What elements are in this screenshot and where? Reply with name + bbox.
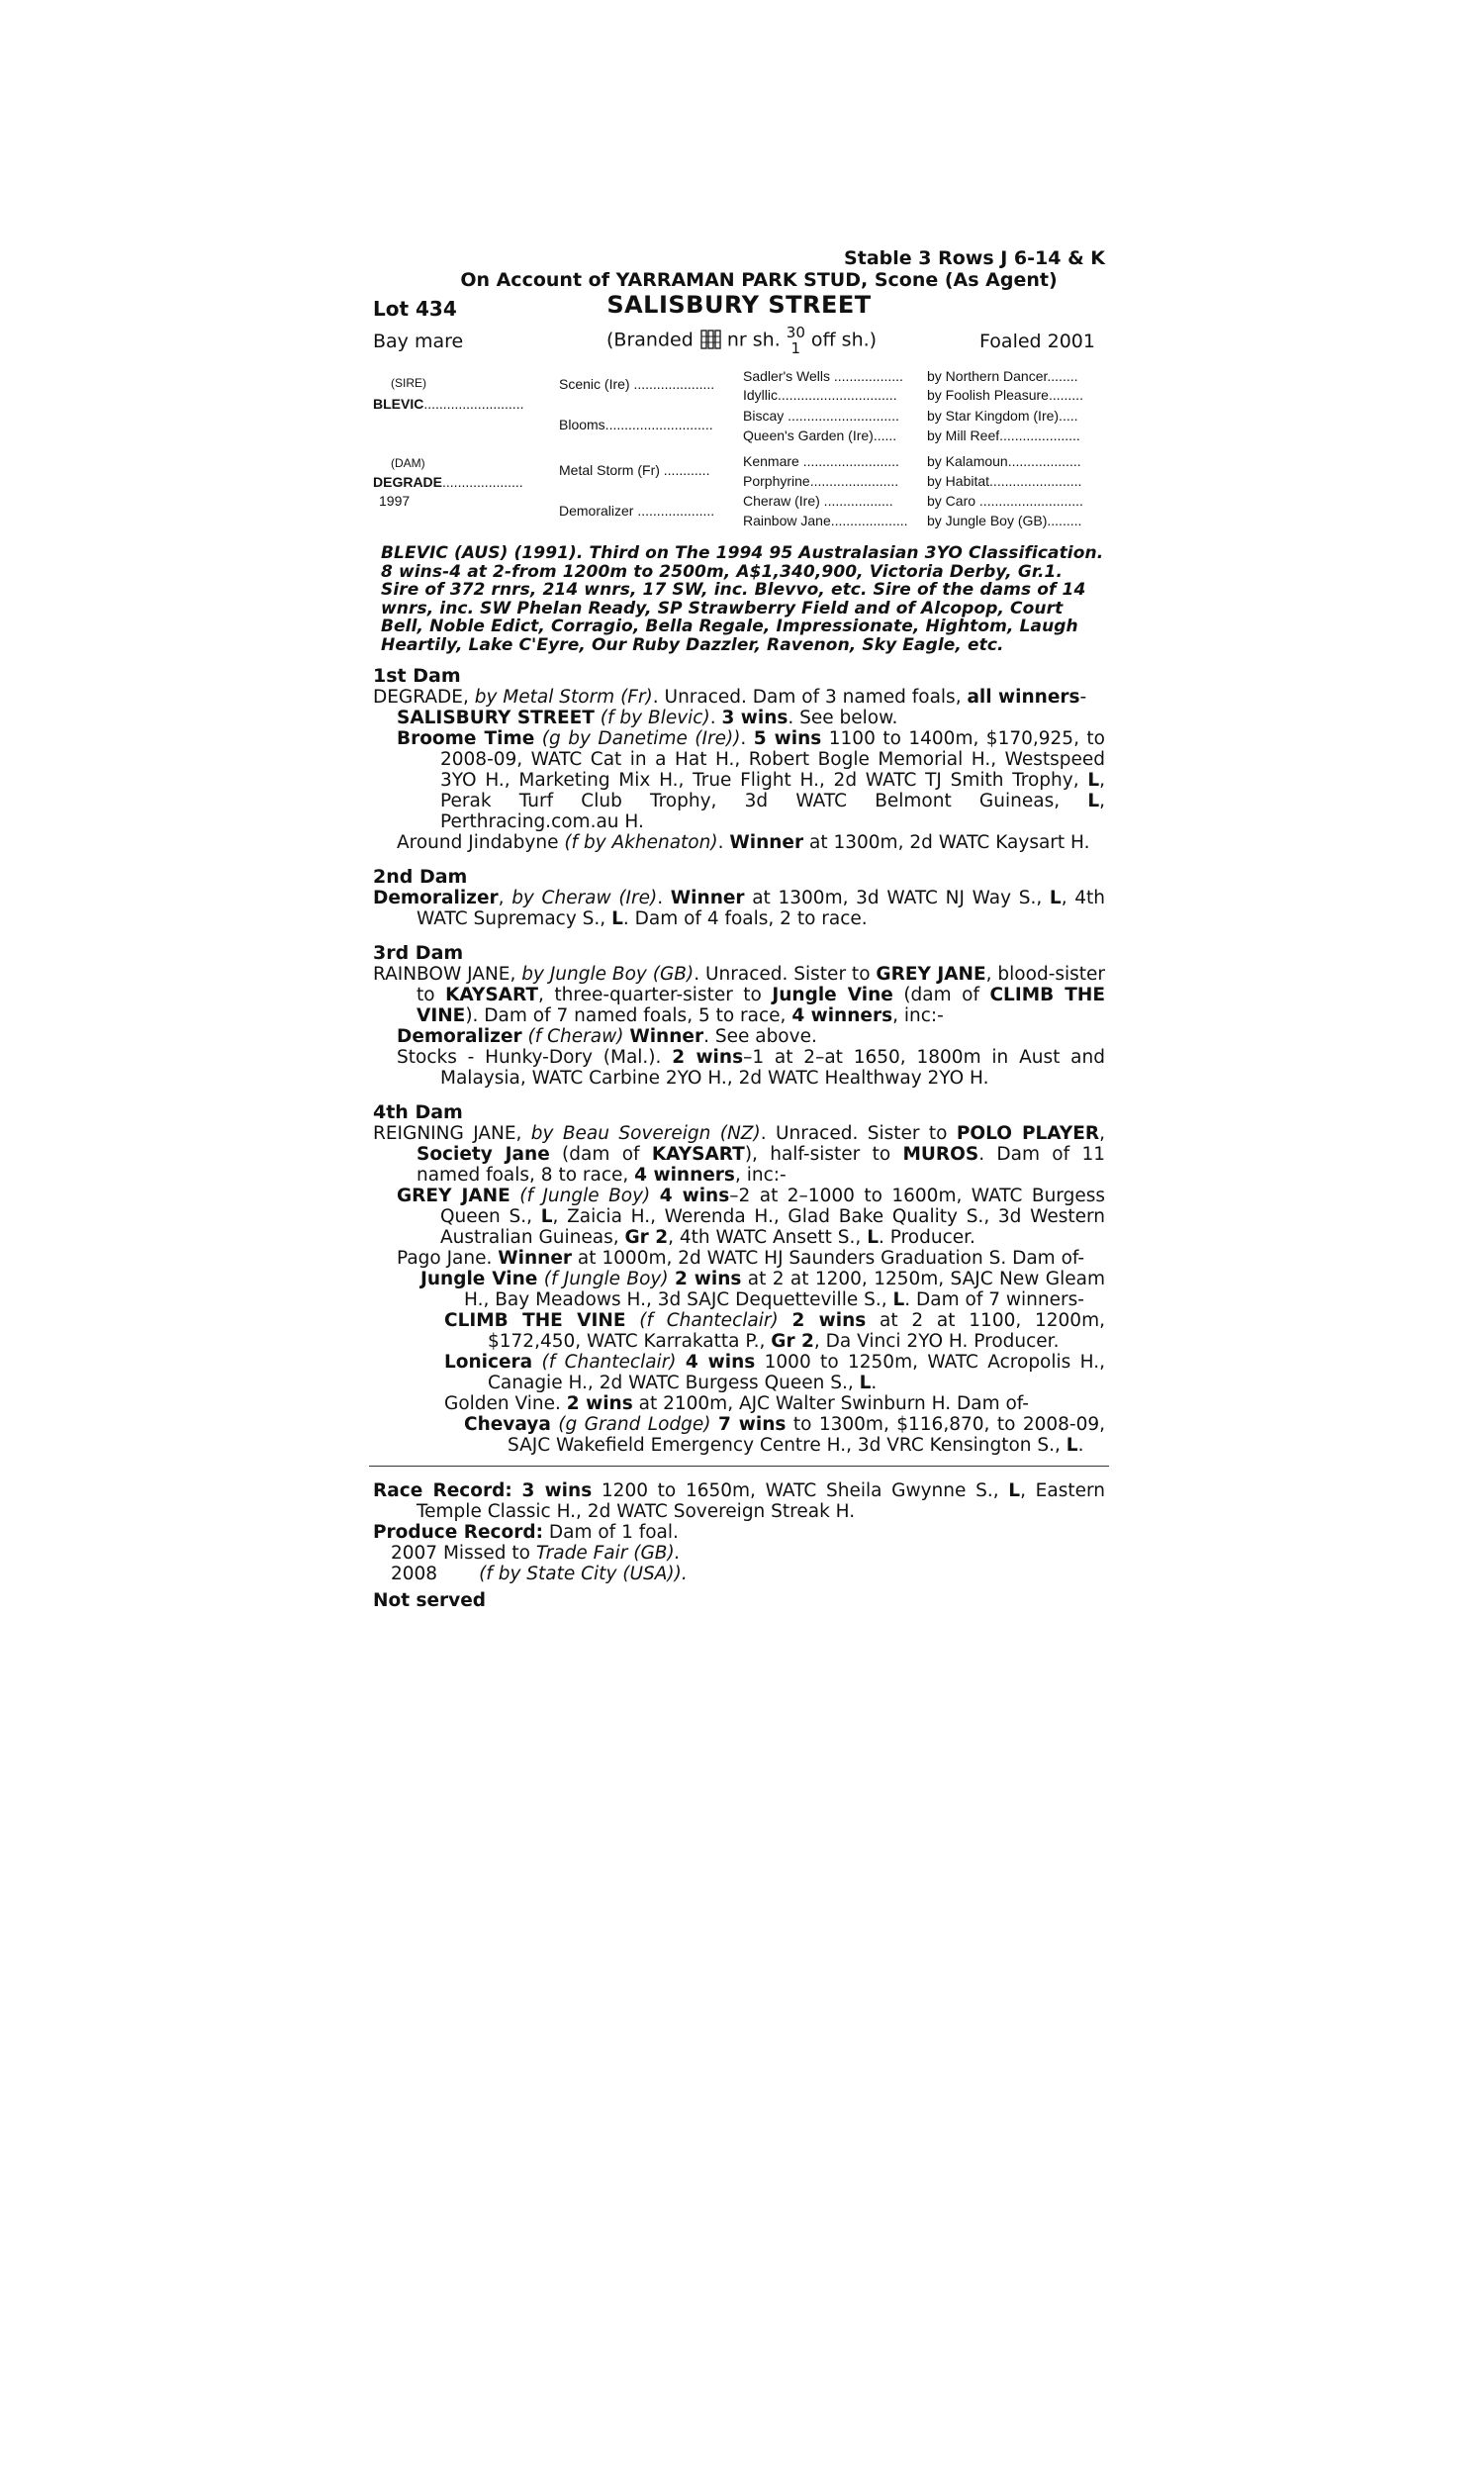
pedigree-gen3-6: Porphyrine....................... [743, 473, 899, 489]
dam-name: DEGRADE [373, 474, 443, 490]
sire-dots: .......................... [423, 396, 524, 412]
second-dam-entry: Demoralizer, by Cheraw (Ire). Winner at 1300m, 3d WATC NJ Way S., L, 4th WATC Supremacy S., L. Dam of 4 foals, 2 to race. [373, 888, 1105, 929]
brand-description [606, 325, 877, 356]
vendor-account: On Account of YARRAMAN PARK STUD, Scone (As Agent) [460, 269, 1058, 291]
pedigree-gen4-1: by Northern Dancer........ [927, 368, 1078, 384]
foal-entry-pago-jane: Pago Jane. Winner at 1000m, 2d WATC HJ Saunders Graduation S. Dam of- [397, 1248, 1085, 1269]
foal-entry-golden-vine: Golden Vine. 2 wins at 2100m, AJC Walter Swinburn H. Dam of- [444, 1393, 1029, 1414]
third-dam-heading: 3rd Dam [373, 942, 464, 964]
sire-summary: BLEVIC (AUS) (1991). Third on The 1994 95 Australasian 3YO Classification. 8 wins-4 at 2-from 1200m to 2500m, A$1,340,900, Victoria Derby, Gr.1. Sire of 372 rnrs, 214 wnrs, 17 SW, inc. Blevvo, etc. Sire of the dams of 14 wnrs, inc. SW Phelan Ready, SP Strawberry Field and of Alcopop, Court Bell, Noble Edict, Corragio, Bella Regale, Impressionate, Hightom, Laugh Heartily, Lake C'Eyre, Our Ruby Dazzler, Ravenon, Sky Eagle, etc. [381, 543, 1104, 655]
pedigree-gen2-2: Blooms............................ [559, 417, 713, 432]
lot-row [373, 291, 1105, 325]
foal-entry-chevaya: Chevaya (g Grand Lodge) 7 wins to 1300m, $116,870, to 2008-09, SAJC Wakefield Emergency Centre H., 3d VRC Kensington S., L. [464, 1414, 1105, 1456]
pedigree-gen4-5: by Kalamoun................... [927, 453, 1081, 469]
produce-2007: 2007 Missed to Trade Fair (GB). [391, 1543, 681, 1564]
pedigree-gen3-7: Cheraw (Ire) .................. [743, 493, 893, 509]
second-dam-heading: 2nd Dam [373, 866, 468, 888]
pedigree-gen4-7: by Caro ........................... [927, 493, 1083, 509]
dam-dots: ..................... [442, 474, 523, 490]
fourth-dam-entry: REIGNING JANE, by Beau Sovereign (NZ). Unraced. Sister to POLO PLAYER, Society Jane (dam of KAYSART), half-sister to MUROS. Dam of 11 named foals, 8 to race, 4 winners, inc:- [373, 1123, 1106, 1186]
race-record: Race Record: 3 wins 1200 to 1650m, WATC Sheila Gwynne S., L, Eastern Temple Classic H., 2d WATC Sovereign Streak H. [373, 1480, 1105, 1522]
pedigree-gen4-8: by Jungle Boy (GB)......... [927, 513, 1082, 528]
pedigree-gen3-4: Queen's Garden (Ire)...... [743, 428, 897, 443]
produce-2008: 2008 (f by State City (USA)). [391, 1564, 688, 1584]
dam-label: (DAM) [391, 456, 425, 470]
brand-off: off sh.) [810, 329, 878, 351]
produce-record: Produce Record: Dam of 1 foal. [373, 1522, 679, 1543]
foal-entry-climb-the-vine: CLIMB THE VINE (f Chanteclair) 2 wins at 2 at 1100, 1200m, $172,450, WATC Karrakatta P., Gr 2, Da Vinci 2YO H. Producer. [444, 1310, 1105, 1352]
pedigree-gen3-1: Sadler's Wells .................. [743, 368, 903, 384]
brand-number [787, 325, 805, 356]
pedigree-gen3-5: Kenmare ......................... [743, 453, 899, 469]
foal-entry-lonicera: Lonicera (f Chanteclair) 4 wins 1000 to 1250m, WATC Acropolis H., Canagie H., 2d WATC Burgess Queen S., L. [444, 1352, 1105, 1393]
color-sex: Bay mare [373, 331, 464, 352]
lot-number: Lot 434 [373, 297, 457, 321]
section-divider [369, 1466, 1109, 1467]
pedigree-gen3-8: Rainbow Jane.................... [743, 513, 908, 528]
horse-name: SALISBURY STREET [606, 291, 872, 319]
pedigree-table [373, 368, 1105, 534]
dam-entry [373, 474, 523, 490]
pedigree-gen4-2: by Foolish Pleasure......... [927, 387, 1083, 403]
pedigree-gen3-3: Biscay ............................. [743, 408, 899, 424]
service-status: Not served [373, 1590, 487, 1611]
fourth-dam-heading: 4th Dam [373, 1101, 463, 1123]
catalogue-page [373, 247, 1105, 1611]
brand-number-bottom: 1 [790, 339, 801, 357]
brand-mark-icon [699, 329, 721, 350]
brand-prefix: (Branded [606, 329, 694, 351]
stable-location: Stable 3 Rows J 6-14 & K [844, 247, 1105, 269]
pedigree-gen2-4: Demoralizer .................... [559, 503, 715, 519]
foal-entry-around-jindabyne: Around Jindabyne (f by Akhenaton). Winner at 1300m, 2d WATC Kaysart H. [397, 832, 1090, 853]
first-dam-heading: 1st Dam [373, 665, 461, 687]
dam-foaled-year: 1997 [379, 493, 411, 509]
first-dam-entry: DEGRADE, by Metal Storm (Fr). Unraced. Dam of 3 named foals, all winners- [373, 687, 1087, 708]
foal-entry-broome-time: Broome Time (g by Danetime (Ire)). 5 wins 1100 to 1400m, $170,925, to 2008-09, WATC Cat in a Hat H., Robert Bogle Memorial H., Westspeed 3YO H., Marketing Mix H., True Flight H., 2d WATC TJ Smith Trophy, L, Perak Turf Club Trophy, 3d WATC Belmont Guineas, L, Perthracing.com.au H. [397, 728, 1106, 832]
sire-entry [373, 396, 523, 412]
pedigree-gen3-2: Idyllic............................... [743, 387, 897, 403]
third-dam-entry: RAINBOW JANE, by Jungle Boy (GB). Unraced. Sister to GREY JANE, blood-sister to KAYSART, three-quarter-sister to Jungle Vine (dam of CLIMB THE VINE). Dam of 7 named foals, 5 to race, 4 winners, inc:- [373, 964, 1106, 1026]
pedigree-gen2-1: Scenic (Ire) ..................... [559, 376, 715, 392]
pedigree-gen4-3: by Star Kingdom (Ire)..... [927, 408, 1078, 424]
foal-entry-salisbury-street: SALISBURY STREET (f by Blevic). 3 wins. See below. [397, 708, 898, 728]
pedigree-gen4-6: by Habitat........................ [927, 473, 1082, 489]
foal-entry-stocks-hunky-dory: Stocks - Hunky-Dory (Mal.). 2 wins–1 at 2–at 1650, 1800m in Aust and Malaysia, WATC Carbine 2YO H., 2d WATC Healthway 2YO H. [397, 1047, 1105, 1089]
foal-entry-grey-jane: GREY JANE (f Jungle Boy) 4 wins–2 at 2–1000 to 1600m, WATC Burgess Queen S., L, Zaicia H., Werenda H., Glad Bake Quality S., 3d Western Australian Guineas, Gr 2, 4th WATC Ansett S., L. Producer. [397, 1186, 1106, 1248]
foaled-year: Foaled 2001 [979, 331, 1095, 352]
brand-number-top: 30 [786, 324, 805, 341]
pedigree-gen2-3: Metal Storm (Fr) ............ [559, 462, 710, 478]
sire-name: BLEVIC [373, 396, 424, 412]
pedigree-gen4-4: by Mill Reef..................... [927, 428, 1080, 443]
horse-description-row [373, 325, 1105, 364]
foal-entry-demoralizer: Demoralizer (f Cheraw) Winner. See above. [397, 1026, 817, 1047]
sire-label: (SIRE) [391, 376, 426, 390]
brand-near: nr sh. [726, 329, 781, 351]
foal-entry-jungle-vine: Jungle Vine (f Jungle Boy) 2 wins at 2 at 1200, 1250m, SAJC New Gleam H., Bay Meadows H., 3d SAJC Dequetteville S., L. Dam of 7 winners- [420, 1269, 1105, 1310]
